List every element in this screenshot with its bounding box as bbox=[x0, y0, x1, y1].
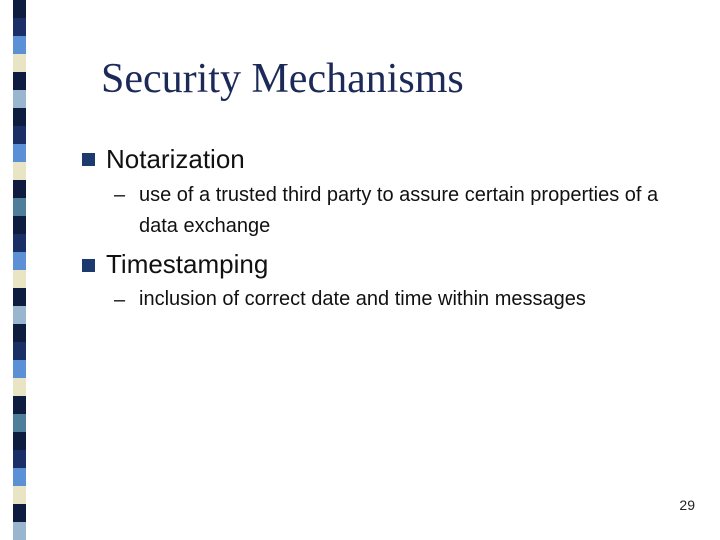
strip-square bbox=[13, 504, 26, 522]
dash-marker: – bbox=[114, 184, 126, 206]
strip-square bbox=[13, 18, 26, 36]
strip-square bbox=[13, 522, 26, 540]
strip-square bbox=[13, 306, 26, 324]
strip-square bbox=[13, 360, 26, 378]
strip-square bbox=[13, 396, 26, 414]
strip-square bbox=[13, 72, 26, 90]
strip-square bbox=[13, 324, 26, 342]
strip-square bbox=[13, 144, 26, 162]
strip-square bbox=[13, 432, 26, 450]
strip-square bbox=[13, 54, 26, 72]
strip-square bbox=[13, 216, 26, 234]
strip-square bbox=[13, 450, 26, 468]
strip-square bbox=[13, 198, 26, 216]
strip-square bbox=[13, 342, 26, 360]
strip-square bbox=[13, 36, 26, 54]
dash-marker: – bbox=[114, 289, 126, 311]
page-number: 29 bbox=[679, 497, 695, 513]
bullet-square-icon bbox=[82, 259, 95, 272]
strip-square bbox=[13, 126, 26, 144]
decorative-left-strip bbox=[0, 0, 26, 540]
strip-square bbox=[13, 468, 26, 486]
strip-square bbox=[13, 180, 26, 198]
strip-square bbox=[13, 0, 26, 18]
strip-square bbox=[13, 234, 26, 252]
sub-bullet-timestamping: inclusion of correct date and time within messages bbox=[139, 288, 586, 310]
strip-square bbox=[13, 270, 26, 288]
strip-square bbox=[13, 486, 26, 504]
strip-square bbox=[13, 288, 26, 306]
strip-square bbox=[13, 90, 26, 108]
bullet-square-icon bbox=[82, 153, 95, 166]
strip-square bbox=[13, 414, 26, 432]
slide-title: Security Mechanisms bbox=[101, 56, 464, 102]
strip-edge-line bbox=[0, 0, 13, 540]
strip-square bbox=[13, 252, 26, 270]
bullet-notarization: Notarization bbox=[106, 144, 245, 174]
bullet-timestamping: Timestamping bbox=[106, 249, 269, 279]
sub-bullet-notarization: use of a trusted third party to assure certain properties of a data exchange bbox=[139, 184, 659, 237]
strip-square bbox=[13, 378, 26, 396]
strip-square bbox=[13, 108, 26, 126]
strip-square bbox=[13, 162, 26, 180]
